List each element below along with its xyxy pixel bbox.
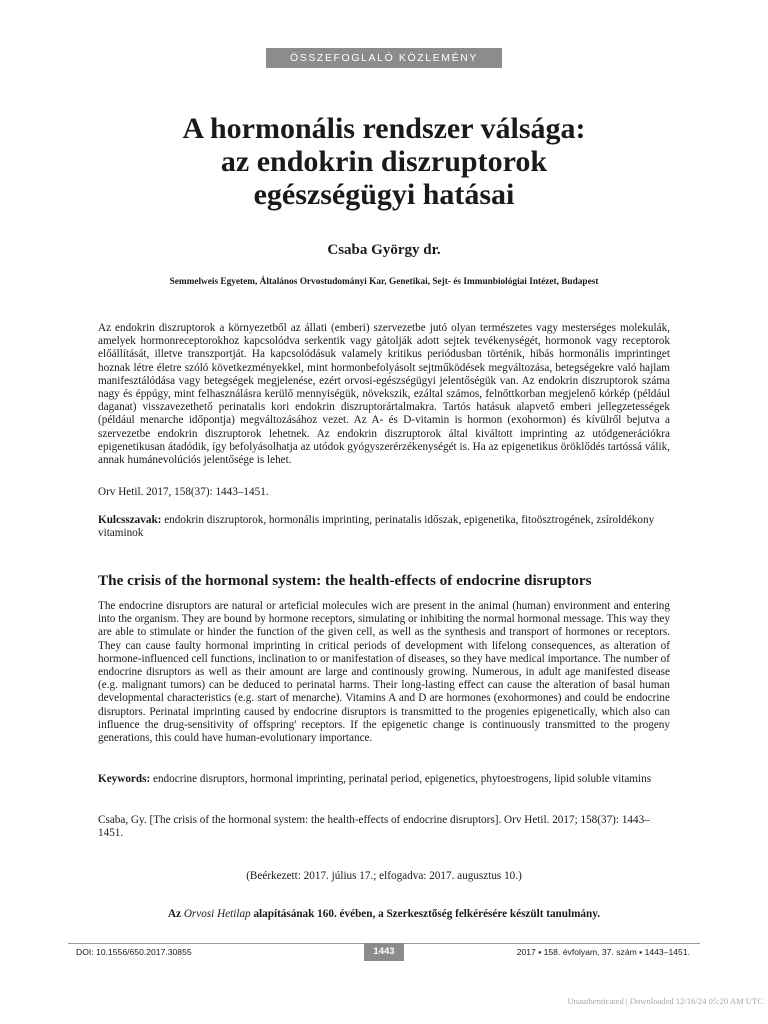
note-after: alapításának 160. évében, a Szerkesztőség felkérésére készült tanulmány. [250,908,601,920]
keywords-english-text: endocrine disruptors, hormonal imprinting, perinatal period, epigenetics, phytoestrogens, lipid soluble vitamins [150,773,652,785]
title-line-2: az endokrin diszruptorok [220,145,548,178]
citation-hungarian: Orv Hetil. 2017, 158(37): 1443–1451. [98,486,269,498]
received-dates: (Beérkezett: 2017. július 17.; elfogadva: 2017. augusztus 10.) [246,870,522,882]
abstract-english: The endocrine disruptors are natural or arteficial molecules wich are present in the animal (human) environment and entering into the organism. They are bound by hormone receptors, simulating or inhibiting the normal hormonal message. This way they are able to stimulate or hinder the function of the given cell, as well as the synthesis and transport of hormones or receptors. They can cause faulty hormonal imprinting in critical periods of development with lifelong consequences, as alteration of hormone-influenced cell functions, inclination to or manifestation of diseases, so they have medical importance. The number of endocrine disruptors as well as their amount are large and continously growing. Numerous, in adult age manifested disease (e.g. malignant tumors) can be deduced to perinatal harms. Their long-lasting effect can cause the alteration of basal human developmental characteristics (e.g. start of menarche). Vitamins A and D are hormones (exohormones) and could be endocrine disruptors. Perinatal imprinting caused by endocrine disruptors is transmitted to the progenies epigenetically, which also can influence the drug-sensitivity of offspring' receptors. If the epigenetic change is continuously transmitted to the progeny generations, this could have human-evolutionary importance. [98,600,670,745]
abstract-hungarian: Az endokrin diszruptorok a környezetből az állati (emberi) szervezetbe jutó olyan természetes vagy mesterséges molekulák, amelyek hormonreceptorokhoz kapcsolódva serkentik vagy gátolják adott sejtek tevékenységét, hormonok vagy receptorok előállítását, illetve transzportját. Ha kapcsolódásuk valamely kritikus periódusban történik, hibás hormonális imprintinget hoznak létre életre szóló következményekkel, mint hormonbefolyásolt sejtműködések megváltozása, betegségekre való hajlam manifesztálódása vagy betegségek megjelenése, ezért orvosi-egészségügyi jelentőségük van. Az endokrin diszruptorok száma nagy és éppúgy, mint felhasználásra kerülő mennyiségük, növekszik, ezáltal számos, felnőttkorban megjelenő kórkép (például daganat) visszavezethető perinatalis kori endokrin diszruptorártalmakra. Tartós hatásuk alapvető emberi jellegzetességek (például menarche időpontja) megváltozásához vezet. Az A- és D-vitamin is hormon (exohormon) és kívülről bejutva a szervezetbe endokrin diszruptorok lehetnek. Az endokrin diszruptorok által kiváltott imprinting az utódgenerációkra epigenetikusan átadódik, így befolyásolhatja az utódok gyógyszerérzékenységét is. Ha az epigenetikus öröklődés tartóssá válik, annak humánevolúciós jelentősége is lehet. [98,322,670,467]
keywords-hungarian-text: endokrin diszruptorok, hormonális imprinting, perinatalis időszak, epigenetika, fitoösztrogének, zsíroldékony vitaminok [98,514,655,540]
title-line-3: egészségügyi hatásai [253,178,515,211]
author-name: Csaba György dr. [327,242,441,258]
english-title: The crisis of the hormonal system: the health-effects of endocrine disruptors [98,572,592,589]
note-before: Az [167,908,184,920]
note-journal-name: Orvosi Hetilap [183,908,251,920]
section-header: ÖSSZEFOGLALÓ KÖZLEMÉNY [266,48,502,68]
download-watermark: Unauthenticated | Downloaded 12/16/24 05:20 AM UTC [567,996,763,1006]
author-affiliation: Semmelweis Egyetem, Általános Orvostudományi Kar, Genetikai, Sejt- és Immunbiológiai Intézet, Budapest [169,277,599,287]
title-line-1: A hormonális rendszer válsága: [182,112,586,145]
citation-english: Csaba, Gy. [The crisis of the hormonal system: the health-effects of endocrine disruptors]. Orv Hetil. 2017; 158(37): 1443–1451. [98,814,650,840]
keywords-english-label: Keywords: [98,773,151,785]
page-number: 1443 [364,943,404,961]
keywords-english [98,773,670,786]
keywords-hungarian-label: Kulcsszavak: [98,514,162,526]
article-title [60,112,708,211]
journal-issue-info: 2017 ▪ 158. évfolyam, 37. szám ▪ 1443–1451. [516,947,690,957]
doi-link[interactable]: DOI: 10.1556/650.2017.30855 [76,947,192,957]
keywords-hungarian [98,514,670,540]
anniversary-note [60,908,708,920]
